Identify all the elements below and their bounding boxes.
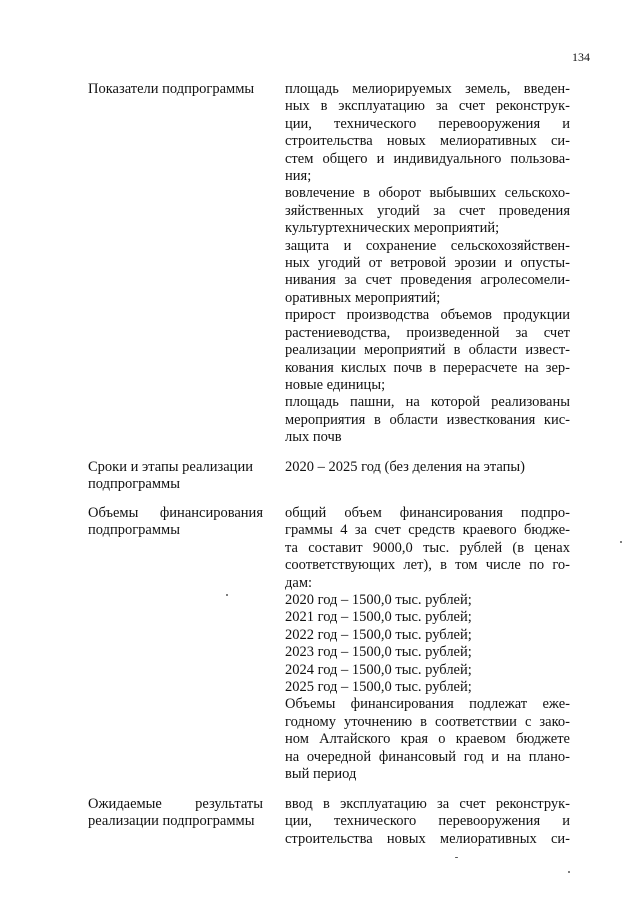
content-line: реализации мероприятий в области извест-: [285, 342, 570, 359]
content-line: культуртехнических мероприятий;: [285, 220, 500, 237]
content-line: оративных мероприятий;: [285, 289, 441, 306]
content-line: растениеводства, произведенной за счет: [285, 324, 570, 341]
content-line: 2024 год – 1500,0 тыс. рублей;: [285, 661, 472, 678]
content-line: та составит 9000,0 тыс. рублей (в ценах: [285, 539, 570, 556]
content-line: ных в эксплуатацию за счет реконструк-: [285, 98, 570, 115]
content-line: защита и сохранение сельскохозяйствен-: [285, 237, 570, 254]
content-line: площадь мелиорируемых земель, введен-: [285, 81, 570, 97]
content-line: строительства новых мелиоративных си-: [285, 133, 570, 150]
content-line: 2025 год – 1500,0 тыс. рублей;: [285, 679, 472, 696]
scan-speck: [455, 857, 458, 858]
content-line: строительства новых мелиоративных си-: [285, 830, 570, 847]
content-line: общий объем финансирования подпро-: [285, 505, 570, 521]
content-line: соответствующих лет), в том числе по го-: [285, 557, 570, 574]
content-line: нивания за счет проведения агролесомели-: [285, 272, 570, 289]
label-line: Сроки и этапы реализации: [88, 459, 253, 475]
row-label-funding: [88, 505, 263, 540]
content-line: ном Алтайского края о краевом бюджете: [285, 731, 570, 748]
content-line: 2022 год – 1500,0 тыс. рублей;: [285, 626, 472, 643]
row-content-timeframe: [285, 459, 570, 476]
content-line: вовлечение в оборот выбывших сельскохо-: [285, 185, 570, 202]
scan-speck: [568, 871, 570, 873]
content-line: ния;: [285, 168, 312, 185]
content-line: годному уточнению в соответствии с зако-: [285, 713, 570, 730]
content-line: 2021 год – 1500,0 тыс. рублей;: [285, 609, 472, 626]
content-line: прирост производства объемов продукции: [285, 307, 570, 324]
content-line: ввод в эксплуатацию за счет реконструк-: [285, 796, 570, 812]
content-line: мероприятия в области известкования кис-: [285, 411, 570, 428]
row-label-expected-results: [88, 796, 263, 831]
label-line: Показатели подпрограммы: [88, 81, 255, 97]
content-line: ных угодий от ветровой эрозии и опусты-: [285, 255, 570, 272]
label-line: Ожидаемые результаты: [88, 796, 263, 812]
content-line: новые единицы;: [285, 376, 386, 393]
content-line: дам:: [285, 574, 313, 591]
content-line: ции, технического перевооружения и: [285, 813, 570, 830]
content-line: зяйственных угодий за счет проведения: [285, 202, 570, 219]
content-line: Объемы финансирования подлежат еже-: [285, 696, 570, 713]
content-line: граммы 4 за счет средств краевого бюдже-: [285, 522, 570, 539]
content-line: лых почв: [285, 429, 342, 446]
row-content-expected-results: [285, 796, 570, 848]
label-line: подпрограммы: [88, 522, 180, 539]
label-line: подпрограммы: [88, 476, 180, 493]
row-label-indicators: [88, 81, 263, 98]
scan-speck: [620, 541, 622, 543]
row-content-indicators: [285, 81, 570, 447]
label-line: реализации подпрограммы: [88, 813, 255, 830]
content-line: ции, технического перевооружения и: [285, 115, 570, 132]
scan-speck: [226, 594, 228, 596]
content-line: 2023 год – 1500,0 тыс. рублей;: [285, 644, 472, 661]
content-line: 2020 год – 1500,0 тыс. рублей;: [285, 592, 472, 609]
row-label-timeframe: [88, 459, 263, 494]
content-line: кования кислых почв в перерасчете на зер-: [285, 359, 570, 376]
content-line: стем общего и индивидуального пользова-: [285, 150, 570, 167]
content-line: на очередной финансовый год и на плано-: [285, 748, 570, 765]
label-line: Объемы финансирования: [88, 505, 263, 521]
content-line: площадь пашни, на которой реализованы: [285, 394, 570, 411]
content-line: вый период: [285, 766, 357, 783]
page-number: 134: [572, 50, 590, 64]
row-content-funding: [285, 505, 570, 784]
content-line: 2020 – 2025 год (без деления на этапы): [285, 459, 525, 475]
